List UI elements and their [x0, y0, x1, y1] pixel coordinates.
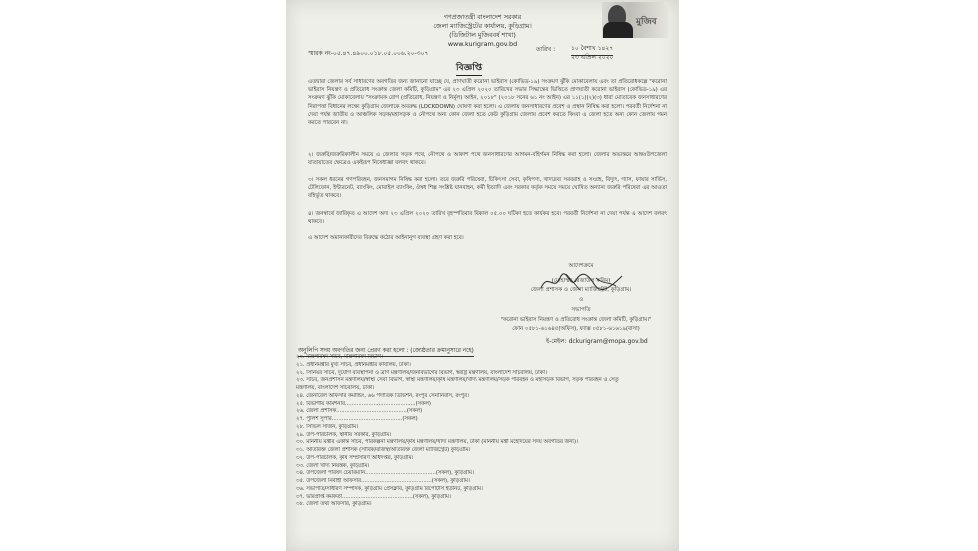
document-title: বিজ্ঞপ্তি [456, 60, 482, 76]
photo-caption: মুজিব [636, 17, 657, 27]
list-item: ২৯. উপ-পরিচালক, স্থানীয় সরকার, কুড়িগ্রাম। [296, 431, 392, 438]
memo-number: স্মারক নং-০৫.৪৭.৪৯০০.০১৮.০৫.০০৬.২০-৩০৭ [308, 50, 429, 57]
signatory-designation: জেলা প্রশাসক ও জেলা ম্যাজিস্ট্রেট, কুড়িগ্রাম। [530, 287, 632, 293]
portrait-coat [603, 22, 633, 38]
list-item: ২০. মন্ত্রিপরিষদ সচিব, মন্ত্রিপরিষদ বিভাগ। [296, 354, 383, 360]
list-item: মন্ত্রণালয়, বাংলাদেশ সচিবালয়, ঢাকা। [296, 385, 375, 391]
contact-phone: ফোন ০৫৮১-৬১৬৪৫(অফিস), ফ্যাক্স ০৫৮১-৬১৬১৯(বাসা) [512, 326, 640, 332]
list-item: ২৩. সচিব, জনপ্রশাসন মন্ত্রণালয়/স্বাস্থ্য সেবা বিভাগ, স্বাস্থ্য মন্ত্রণালয়/কৃষি মন্ত্রণালয়/খাদ্য মন্ত্রণালয়/সড়ক পরিবহন ও মহাসড়ক বিভাগ, সড়ক পরিবহন ও সেতু [296, 377, 619, 384]
list-item: ৩২. উপ-পরিচালক, কৃষি সম্প্রসারণ অধিদপ্তর, কুড়িগ্রাম। [296, 454, 414, 461]
signatory-name: (মোহাম্মদ রেজাউল করিম) [551, 278, 611, 284]
header-branch: (ডিজিটাল মুজিববর্ষ শাখা) [449, 31, 516, 39]
paragraph-5: এ আদেশ অমান্যকারীদের বিরুদ্ধে কঠোর আইনানুগ ব্যবস্থা গ্রহণ করা হবে। [308, 235, 464, 241]
list-item: ৩৩. জেলা খাদ্য নিয়ন্ত্রক, কুড়িগ্রাম। [296, 462, 370, 469]
list-item: ২২. সিনিয়র সচিব, দুর্যোগ ব্যবস্থাপনা ও ত্রাণ মন্ত্রণালয়/জনবিভাগের বিভাগ, স্বরাষ্ট্র মন্ত্রণালয়, বাংলাদেশ সচিবালয়, ঢাকা। [296, 369, 547, 376]
mujib-portrait-logo [602, 2, 668, 38]
distribution-list [296, 354, 671, 509]
distribution-heading: অনুলিপি সদয় অবগতির জন্য প্রেরণ করা হলো : (জ্যেষ্ঠতার ক্রমানুসারে নহে) [298, 346, 474, 357]
paragraph-1: এতদ্বারা জেলার সর্ব সাধারণের অবগতির জন্য জানানো যাচ্ছে যে, প্রাণঘাতী করোনা ভাইরাস (কোভিড-১৯) সংক্রমণ ঝুঁকি মোকাবেলায় এবং তা প্রতিরোধকল্পে "করোনা ভাইরাস নিয়ন্ত্রণ ও প্রতিরোধ সংক্রান্ত জেলা কমিটি, কুড়িগ্রাম" এর ২৩ এপ্রিল ২০২০ তারিখের সভার সিদ্ধান্তের ভিত্তিতে প্রাণঘাতী করোনা ভাইরাস (কোভিড-১৯) এর সংক্রমণ ঝুঁকি মোকাবেলায় "সংক্রামক রোগ (প্রতিরোধ, নিয়ন্ত্রণ ও নির্মূল) আইন, ২০১৮" (২০১৮ সনের ৬১ নং আইন) এর ১১(১)(২)(৩) ধারা মোতাবেক জনসাধারণের নিরাপত্তা বিধানের লক্ষ্যে কুড়িগ্রাম জেলাকে অবরুদ্ধ (LOCKDOWN) ঘোষণা করা হলো। এ জেলায় জনসাধারণের প্রবেশ ও প্রস্থান নিষিদ্ধ করা হলো। পরবর্তী নির্দেশনা না দেয়া পর্যন্ত জাতীয় ও আঞ্চলিক সড়ক/মহাসড়ক ও নৌপথে অন্য কোন জেলা হতে কেউ কুড়িগ্রাম জেলায় প্রবেশ করতে কিংবা এ জেলা হতে অন্য কোন জেলায় গমন করতে পারবেন না। [308, 79, 667, 127]
header-office: জেলা ম্যাজিস্ট্রেটের কার্যালয়, কুড়িগ্রাম। [433, 22, 532, 30]
committee-name: "করোনা ভাইরাস নিয়ন্ত্রণ ও প্রতিরোধ সংক্রান্ত জেলা কমিটি, কুড়িগ্রাম।" [500, 317, 652, 323]
chairman-label: সভাপতি [571, 307, 591, 313]
date-bangla: ১০ বৈশাখ ১৪২৭ [571, 43, 613, 56]
list-item: ২৭. পুলিশ সুপার..........................................(সকল) [296, 416, 418, 422]
list-item: ৩৮. জেলা তথ্য অফিসার, কুড়িগ্রাম। [296, 501, 372, 508]
order-by: আদেশক্রমে [568, 263, 594, 269]
list-item: ৩৫. উপজেলা নির্বাহী অফিসার..........................................(সকল), কুড়িগ্রাম। [296, 478, 470, 484]
date-english: ২৩ এপ্রিল ২০২০ [571, 54, 614, 61]
contact-email: ই-মেইল: dckurigram@mopa.gov.bd [546, 338, 648, 345]
list-item: ২৬. জেলা প্রশাসক..........................................(সকল) [296, 408, 423, 415]
list-item: ৩০. মাননীয় মন্ত্রীর একান্ত সচিব, পরিকল্পনা মন্ত্রণালয়/কৃষি মন্ত্রণালয়/খাদ্য মন্ত্রণালয়, ঢাকা (মাননীয় মন্ত্রী মহোদয়ের সদয় অবগতির জন্য)। [296, 439, 578, 446]
notice-document [286, 0, 679, 551]
paragraph-2: ২। জরুরি/জরুরিকালীন সময়ে এ জেলার সড়ক পথে, নৌপথে ও আকাশ পথে জনসাধারণের আগমন-বহির্গমন নিষিদ্ধ করা হলো। জেলার অভ্যন্তরে আন্তঃউপজেলা যাতায়াতের ক্ষেত্রেও একইরূপ নিষেধাজ্ঞা বলবৎ থাকবে। [308, 152, 667, 167]
list-item: ৩৪. উপজেলা পরিষদ চেয়ারম্যান..........................................(সকল), কুড়িগ্রাম। [296, 470, 474, 477]
header-government: গণপ্রজাতন্ত্রী বাংলাদেশ সরকার [443, 13, 522, 21]
list-item: ২৪. জেনারেল অফিসার কমান্ডিং, ৬৬ পদাতিক ডিভিশন, রংপুর সেনানিবাস, রংপুর। [296, 392, 469, 399]
date-label: তারিখ : [536, 46, 556, 53]
paragraph-3: ৩। সকল ধরনের গণপরিবহন, জনসমাগম নিষিদ্ধ করা হলো। তবে জরুরি পরিষেবা, চিকিৎসা সেবা, কৃষিপণ্য, খাদ্যদ্রব্য সরবরাহ ও সংগ্রহ, বিদ্যুৎ, গ্যাস, ফায়ার সার্ভিস, টেলিফোন, ইন্টারনেট, ব্যাংকিং, মোবাইল ব্যাংকিং, ঔষধ শিল্প সংশ্লিষ্ট যানবাহন, কর্মী ইত্যাদি এবং সরকার কর্তৃক সময়ে সময়ে ঘোষিত অন্যান্য জরুরি পরিষেবা এর আওতা বহির্ভূত থাকবে। [308, 177, 667, 200]
header-website: www.kurigram.gov.bd [447, 40, 518, 48]
list-item: ২১. প্রধানমন্ত্রীর মুখ্য সচিব, প্রধানমন্ত্রীর কার্যালয়, ঢাকা। [296, 361, 411, 368]
list-item: ৩৭. ভারপ্রাপ্ত কর্মকর্তা..........................................(সকল), কুড়িগ্রাম। [296, 493, 451, 500]
list-item: ২৮. সিভিল সার্জন, কুড়িগ্রাম। [296, 423, 358, 430]
list-item: ২৫. বিভাগীয় কমিশনার..........................................(সকল) [296, 400, 431, 407]
list-item: ৩৬. সভাপতি/সাধারণ সম্পাদক, কুড়িগ্রাম প্রেসক্লাব, কুড়িগ্রাম রিপোর্টার্স ইউনিট, কুড়িগ্রাম। [296, 485, 483, 492]
conjunction-o: ও [578, 297, 584, 303]
paragraph-4: ৪। জনস্বার্থে জারিকৃত এ আদেশ অদ্য ২৩ এপ্রিল ২০২০ তারিখ বৃহস্পতিবার বিকাল ০৫.০০ ঘটিকা হতে কার্যকর হবে। পরবর্তী নির্দেশনা না দেয়া পর্যন্ত এ আদেশ বলবৎ থাকবে। [308, 211, 667, 226]
list-item: ৩১. অতিরিক্ত জেলা প্রশাসক (সার্বিক/রাজস্ব/অতিরিক্ত জেলা ম্যাজিস্ট্রেট) কুড়িগ্রাম। [296, 447, 471, 453]
